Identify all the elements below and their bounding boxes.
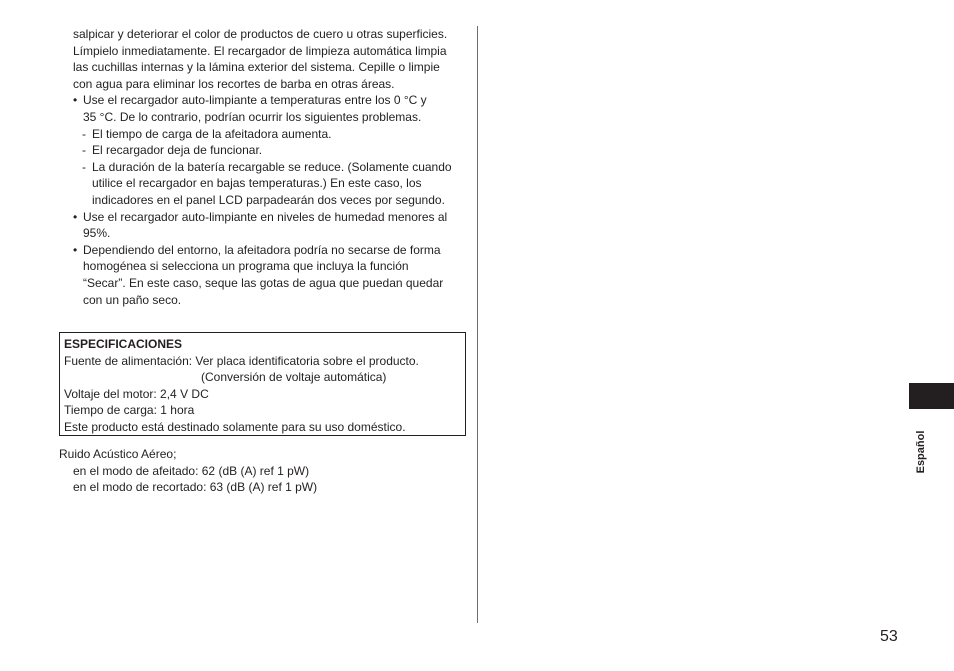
intro-line: salpicar y deteriorar el color de productos de cuero u otras superficies.: [73, 27, 448, 41]
specifications-box: [59, 332, 466, 436]
dash-marker: -: [82, 143, 86, 158]
dash-marker: -: [82, 159, 86, 174]
dash-marker: -: [82, 126, 86, 141]
language-label-text: Español: [915, 430, 927, 474]
bullet-humidity: [73, 209, 473, 242]
sub-item-line: El recargador deja de funcionar.: [92, 143, 263, 158]
bullet-line: 95%.: [83, 226, 111, 241]
spec-power-source-note: (Conversión de voltaje automática): [201, 370, 387, 385]
column-divider: [477, 26, 478, 623]
spec-motor-voltage: Voltaje del motor: 2,4 V DC: [64, 386, 209, 401]
intro-line: con agua para eliminar los recortes de barba en otras áreas.: [73, 76, 395, 91]
spec-power-source: Fuente de alimentación: Ver placa identificatoria sobre el producto.: [64, 353, 419, 368]
page-number: 53: [880, 628, 898, 645]
specifications-title: ESPECIFICACIONES: [64, 337, 183, 351]
bullet-line: Use el recargador auto-limpiante a temperaturas entre los 0 °C y: [83, 93, 427, 108]
noise-trimming: en el modo de recortado: 63 (dB (A) ref 1 pW): [73, 480, 318, 495]
bullet-drying: [73, 242, 473, 308]
care-instructions: [73, 26, 473, 308]
bullet-line: Dependiendo del entorno, la afeitadora podría no secarse de forma: [83, 242, 441, 257]
sub-item-charge-time: [73, 126, 473, 143]
sub-item-battery-life: [73, 159, 473, 209]
noise-heading: Ruido Acústico Aéreo;: [59, 447, 177, 461]
sub-item-line: La duración de la batería recargable se reduce. (Solamente cuando: [92, 159, 452, 174]
bullet-marker: •: [73, 93, 78, 108]
bullet-line: homogénea si selecciona un programa que incluya la función: [83, 259, 409, 274]
bullet-temperature: [73, 92, 473, 125]
bullet-line: “Secar”. En este caso, seque las gotas de agua que puedan quedar: [83, 275, 444, 290]
language-tab-marker: [909, 383, 954, 409]
intro-line: Límpielo inmediatamente. El recargador de limpieza automática limpia: [73, 43, 447, 58]
spec-domestic-use: Este producto está destinado solamente para su uso doméstico.: [64, 419, 406, 434]
spec-charging-time: Tiempo de carga: 1 hora: [64, 403, 195, 418]
sub-item-line: indicadores en el panel LCD parpadearán dos veces por segundo.: [92, 192, 445, 207]
bullet-line: con un paño seco.: [83, 292, 182, 307]
noise-section: [59, 446, 469, 496]
sub-item-line: El tiempo de carga de la afeitadora aumenta.: [92, 126, 332, 141]
noise-shaving: en el modo de afeitado: 62 (dB (A) ref 1 pW): [73, 463, 310, 478]
bullet-line: 35 °C. De lo contrario, podrían ocurrir los siguientes problemas.: [83, 109, 422, 124]
bullet-marker: •: [73, 209, 78, 224]
bullet-marker: •: [73, 242, 78, 257]
intro-line: las cuchillas internas y la lámina exterior del sistema. Cepille o limpie: [73, 60, 440, 75]
bullet-line: Use el recargador auto-limpiante en niveles de humedad menores al: [83, 209, 448, 224]
sub-item-line: utilice el recargador en bajas temperaturas.) En este caso, los: [92, 176, 422, 191]
sub-item-stops-working: [73, 142, 473, 159]
